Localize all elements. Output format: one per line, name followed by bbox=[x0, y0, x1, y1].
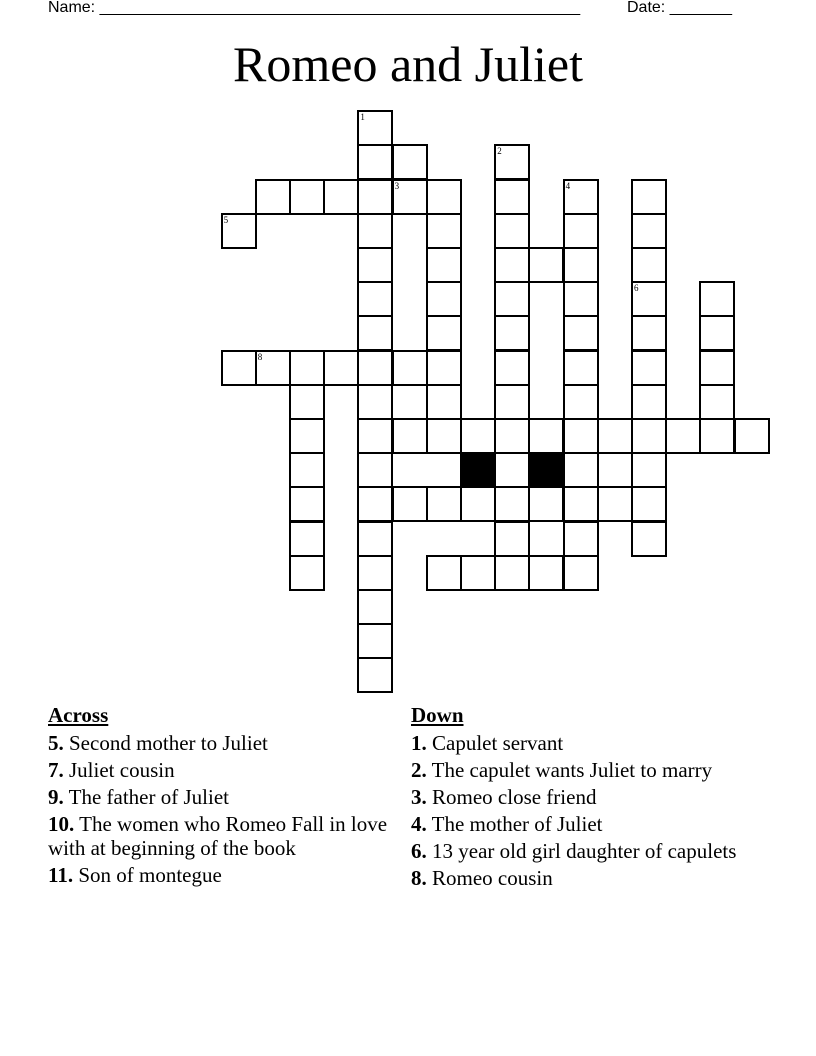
grid-cell[interactable] bbox=[426, 281, 462, 317]
grid-cell[interactable] bbox=[631, 452, 667, 488]
grid-cell[interactable] bbox=[494, 521, 530, 557]
across-clue bbox=[48, 758, 388, 782]
clue-text: 13 year old girl daughter of capulets bbox=[432, 839, 737, 863]
cell-number: 8 bbox=[257, 351, 263, 362]
clue-number: 2. bbox=[411, 758, 427, 782]
grid-cell[interactable] bbox=[563, 418, 599, 454]
grid-cell[interactable] bbox=[357, 110, 393, 146]
clue-text: Second mother to Juliet bbox=[69, 731, 268, 755]
grid-cell[interactable] bbox=[699, 281, 735, 317]
grid-cell[interactable] bbox=[631, 213, 667, 249]
grid-cell[interactable] bbox=[357, 213, 393, 249]
grid-cell[interactable] bbox=[357, 179, 393, 215]
grid-cell[interactable] bbox=[494, 384, 530, 420]
grid-cell[interactable] bbox=[460, 555, 496, 591]
down-clue bbox=[411, 758, 741, 782]
grid-cell[interactable] bbox=[494, 486, 530, 522]
grid-cell[interactable] bbox=[494, 144, 530, 180]
grid-cell[interactable] bbox=[699, 418, 735, 454]
grid-cell[interactable] bbox=[494, 452, 530, 488]
grid-cell[interactable] bbox=[528, 555, 564, 591]
down-clue bbox=[411, 785, 741, 809]
grid-cell[interactable] bbox=[357, 384, 393, 420]
clue-number: 7. bbox=[48, 758, 64, 782]
page-title: Romeo and Juliet bbox=[233, 36, 583, 92]
grid-cell[interactable] bbox=[426, 555, 462, 591]
grid-cell[interactable] bbox=[631, 315, 667, 351]
grid-cell[interactable] bbox=[357, 589, 393, 625]
grid-cell[interactable] bbox=[357, 555, 393, 591]
down-heading: Down bbox=[411, 703, 464, 727]
clue-number: 3. bbox=[411, 785, 427, 809]
grid-cell[interactable] bbox=[357, 657, 393, 693]
grid-cell[interactable] bbox=[494, 350, 530, 386]
grid-cell[interactable] bbox=[426, 179, 462, 215]
grid-cell[interactable] bbox=[357, 521, 393, 557]
grid-cell[interactable] bbox=[289, 521, 325, 557]
grid-cell[interactable] bbox=[563, 555, 599, 591]
grid-cell[interactable] bbox=[631, 179, 667, 215]
clue-text: The father of Juliet bbox=[68, 785, 229, 809]
grid-cell[interactable] bbox=[563, 281, 599, 317]
grid-cell[interactable] bbox=[699, 350, 735, 386]
grid-cell[interactable] bbox=[426, 384, 462, 420]
grid-cell[interactable] bbox=[426, 486, 462, 522]
grid-cell[interactable] bbox=[631, 486, 667, 522]
clue-number: 8. bbox=[411, 866, 427, 890]
grid-cell[interactable] bbox=[563, 486, 599, 522]
clue-text: Son of montegue bbox=[78, 863, 222, 887]
grid-cell[interactable] bbox=[289, 486, 325, 522]
cell-number: 2 bbox=[497, 146, 502, 157]
across-clue bbox=[48, 731, 388, 755]
cell-number: 4 bbox=[565, 180, 571, 191]
grid-cell[interactable] bbox=[597, 486, 633, 522]
clue-number: 5. bbox=[48, 731, 64, 755]
grid-cell[interactable] bbox=[357, 281, 393, 317]
grid-cell[interactable] bbox=[357, 418, 393, 454]
grid-cell[interactable] bbox=[631, 418, 667, 454]
grid-cell[interactable] bbox=[289, 555, 325, 591]
grid-cell[interactable] bbox=[563, 179, 599, 215]
grid-cell[interactable] bbox=[665, 418, 701, 454]
grid-cell[interactable] bbox=[357, 452, 393, 488]
across-clue bbox=[48, 863, 388, 887]
grid-cell[interactable] bbox=[528, 418, 564, 454]
grid-cell[interactable] bbox=[631, 281, 667, 317]
grid-cell[interactable] bbox=[563, 384, 599, 420]
cell-number: 6 bbox=[634, 283, 639, 294]
grid-cell[interactable] bbox=[563, 213, 599, 249]
clue-text: The women who Romeo Fall in love with at beginning of the book bbox=[48, 812, 388, 860]
grid-cell[interactable] bbox=[392, 144, 428, 180]
grid-cell[interactable] bbox=[528, 486, 564, 522]
grid-cell[interactable] bbox=[699, 384, 735, 420]
grid-cell[interactable] bbox=[357, 315, 393, 351]
clue-number: 11. bbox=[48, 863, 74, 887]
grid-cell[interactable] bbox=[392, 418, 428, 454]
name-field-label[interactable]: Name: ______________________________________________________ bbox=[48, 0, 581, 16]
grid-cell[interactable] bbox=[289, 418, 325, 454]
grid-cell[interactable] bbox=[357, 247, 393, 283]
date-field-label[interactable]: Date: _______ bbox=[627, 0, 732, 16]
grid-cell[interactable] bbox=[494, 247, 530, 283]
grid-cell[interactable] bbox=[528, 247, 564, 283]
grid-cell[interactable] bbox=[426, 315, 462, 351]
grid-cell[interactable] bbox=[631, 384, 667, 420]
grid-cell[interactable] bbox=[563, 521, 599, 557]
grid-cell[interactable] bbox=[734, 418, 770, 454]
grid-cell[interactable] bbox=[323, 350, 359, 386]
across-heading: Across bbox=[48, 703, 109, 727]
grid-cell[interactable] bbox=[494, 281, 530, 317]
grid-cell[interactable] bbox=[289, 179, 325, 215]
black-cell bbox=[460, 452, 496, 488]
grid-cell[interactable] bbox=[631, 521, 667, 557]
grid-cell[interactable] bbox=[699, 315, 735, 351]
grid-cell[interactable] bbox=[255, 350, 291, 386]
grid-cell[interactable] bbox=[289, 384, 325, 420]
grid-cell[interactable] bbox=[221, 350, 257, 386]
clue-text: The mother of Juliet bbox=[431, 812, 603, 836]
grid-cell[interactable] bbox=[460, 486, 496, 522]
grid-cell[interactable] bbox=[289, 452, 325, 488]
grid-cell[interactable] bbox=[597, 418, 633, 454]
grid-cell[interactable] bbox=[631, 350, 667, 386]
grid-cell[interactable] bbox=[563, 315, 599, 351]
across-clues bbox=[48, 703, 388, 890]
clue-text: Capulet servant bbox=[432, 731, 564, 755]
down-clue bbox=[411, 812, 741, 836]
grid-cell[interactable] bbox=[426, 213, 462, 249]
down-clue bbox=[411, 731, 741, 755]
clue-number: 10. bbox=[48, 812, 75, 836]
grid-cell[interactable] bbox=[357, 350, 393, 386]
grid-cell[interactable] bbox=[221, 213, 257, 249]
grid-cell[interactable] bbox=[392, 486, 428, 522]
grid-cell[interactable] bbox=[392, 179, 428, 215]
clue-text: Juliet cousin bbox=[69, 758, 175, 782]
grid-cell[interactable] bbox=[494, 213, 530, 249]
clue-text: The capulet wants Juliet to marry bbox=[431, 758, 713, 782]
grid-cell[interactable] bbox=[494, 418, 530, 454]
grid-cell[interactable] bbox=[357, 144, 393, 180]
grid-cell[interactable] bbox=[563, 350, 599, 386]
grid-cell[interactable] bbox=[631, 247, 667, 283]
grid-cell[interactable] bbox=[426, 247, 462, 283]
grid-cell[interactable] bbox=[255, 179, 291, 215]
across-clue bbox=[48, 812, 388, 860]
grid-cell[interactable] bbox=[460, 418, 496, 454]
grid-cell[interactable] bbox=[392, 350, 428, 386]
clue-number: 4. bbox=[411, 812, 427, 836]
clue-number: 9. bbox=[48, 785, 64, 809]
down-clues bbox=[411, 703, 741, 893]
down-clue bbox=[411, 839, 741, 863]
across-clue bbox=[48, 785, 388, 809]
down-clue bbox=[411, 866, 741, 890]
grid-cell[interactable] bbox=[563, 247, 599, 283]
grid-cell[interactable] bbox=[426, 350, 462, 386]
cell-number: 5 bbox=[223, 214, 229, 225]
clue-text: Romeo close friend bbox=[432, 785, 597, 809]
black-cell bbox=[528, 452, 564, 488]
grid-cell[interactable] bbox=[357, 486, 393, 522]
cell-number: 3 bbox=[394, 180, 400, 191]
cell-number: 1 bbox=[360, 112, 365, 123]
grid-cell[interactable] bbox=[426, 418, 462, 454]
grid-cell[interactable] bbox=[494, 315, 530, 351]
clue-number: 6. bbox=[411, 839, 427, 863]
clue-number: 1. bbox=[411, 731, 427, 755]
grid-cell[interactable] bbox=[323, 179, 359, 215]
grid-cell[interactable] bbox=[357, 623, 393, 659]
clue-text: Romeo cousin bbox=[432, 866, 553, 890]
grid-cell[interactable] bbox=[289, 350, 325, 386]
grid-cell[interactable] bbox=[494, 555, 530, 591]
grid-cell[interactable] bbox=[563, 452, 599, 488]
grid-cell[interactable] bbox=[494, 179, 530, 215]
